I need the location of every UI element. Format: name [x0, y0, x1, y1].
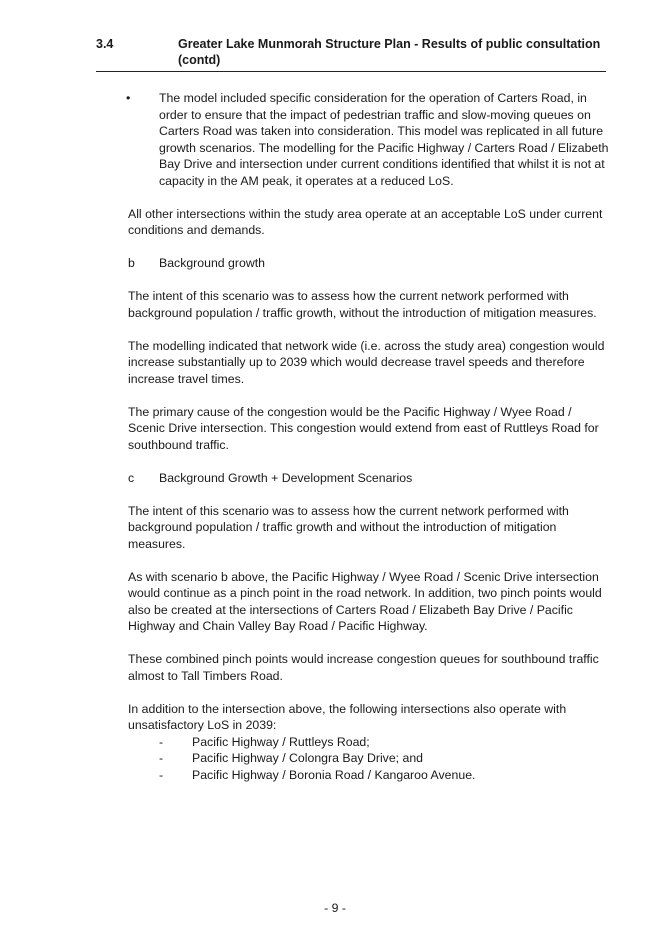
paragraph-c-1: The intent of this scenario was to assess how the current network performed with background population / traffic growth and without the introduction of mitigation measures. — [128, 503, 569, 551]
list-item — [128, 750, 610, 767]
list-dash: - — [159, 734, 164, 749]
list-dash: - — [159, 767, 164, 782]
list-item-text: Pacific Highway / Boronia Road / Kangaroo Avenue. — [192, 767, 476, 782]
page-header — [96, 36, 606, 72]
section-number: 3.4 — [96, 37, 114, 51]
paragraph-b-3: The primary cause of the congestion would be the Pacific Highway / Wyee Road / Scenic Drive intersection. This congestion would extend from east of Ruttleys Road for southbound traffic. — [128, 404, 599, 452]
paragraph-c-2: As with scenario b above, the Pacific Highway / Wyee Road / Scenic Drive intersection would continue as a pinch point in the road network. In addition, two pinch points would also be created at the intersections of Carters Road / Elizabeth Bay Drive / Pacific Highway and Chain Valley Bay Road / Pacific Highway. — [128, 569, 602, 633]
bullet-mark: • — [126, 91, 131, 105]
paragraph-c-4: In addition to the intersection above, the following intersections also operate with unsatisfactory LoS in 2039: — [128, 701, 567, 732]
page-content — [128, 90, 610, 783]
paragraph-b-1: The intent of this scenario was to assess how the current network performed with background population / traffic growth, without the introduction of mitigation measures. — [128, 289, 597, 320]
subheading-c-text: Background Growth + Development Scenarios — [159, 470, 413, 485]
list-item-text: Pacific Highway / Ruttleys Road; — [192, 734, 370, 749]
list-dash: - — [159, 751, 164, 765]
bullet-text: The model included specific consideration for the operation of Carters Road, in order to ensure that the impact of pedestrian traffic and slow-moving queues on Carters Road was taken into consideration. This model was replicated in all future growth scenarios. The modelling for the Pacific Highway / Carters Road / Elizabeth Bay Drive and intersection under current conditions identified that whilst it is not at capacity in the AM peak, it operates at a reduced LoS. — [159, 91, 609, 188]
list-item-text: Pacific Highway / Colongra Bay Drive; and — [192, 751, 424, 765]
bullet-item — [126, 90, 610, 189]
subheading-c — [128, 470, 610, 487]
subheading-b-text: Background growth — [159, 256, 265, 270]
list-item — [128, 767, 610, 784]
subheading-c-letter: c — [128, 470, 135, 485]
paragraph-b-2: The modelling indicated that network wide (i.e. across the study area) congestion would increase substantially up to 2039 which would decrease travel speeds and therefore increase travel times. — [128, 338, 605, 386]
subheading-b-letter: b — [128, 256, 135, 270]
list-item — [128, 734, 610, 751]
section-title: Greater Lake Munmorah Structure Plan - Results of public consultation (contd) — [178, 37, 601, 67]
paragraph-c-3: These combined pinch points would increase congestion queues for southbound traffic almost to Tall Timbers Road. — [128, 652, 599, 683]
paragraph-all-other-intersections: All other intersections within the study area operate at an acceptable LoS under current conditions and demands. — [128, 206, 603, 237]
subheading-b — [128, 255, 610, 272]
page-number: - 9 - — [324, 901, 346, 915]
intersection-list — [128, 734, 610, 784]
